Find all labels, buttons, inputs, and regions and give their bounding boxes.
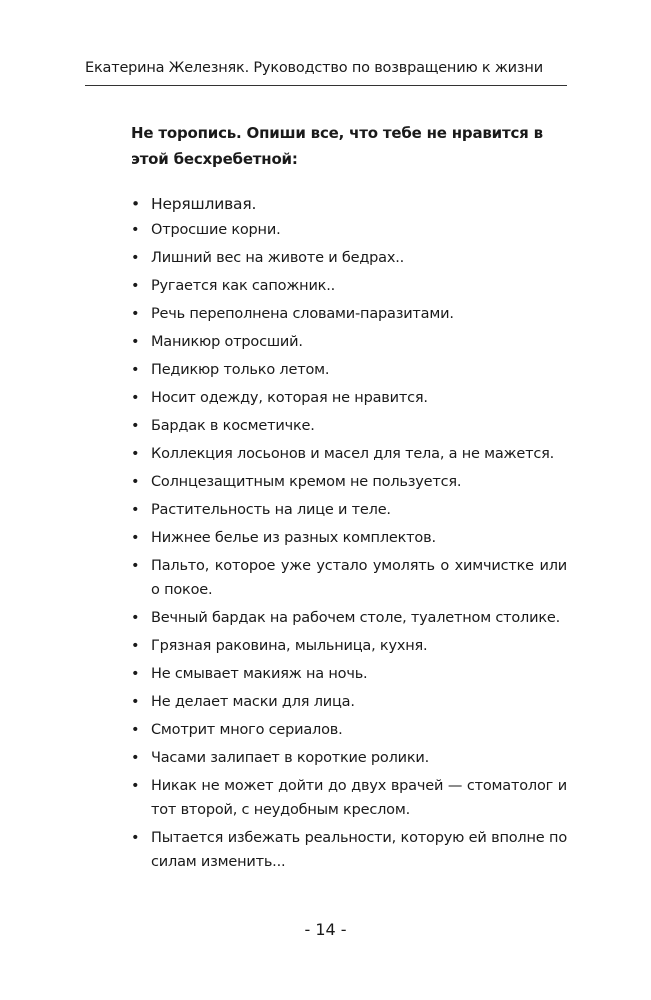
list-item: • Пытается избежать реальности, которую ей вполне по силам изменить... [131,826,567,874]
list-item: • Растительность на лице и теле. [131,498,567,522]
list-item: • Педикюр только летом. [131,358,567,382]
running-head: Екатерина Железняк. Руководство по возвращению к жизни [85,60,543,76]
dislike-list [131,192,567,874]
list-item: • Часами залипает в короткие ролики. [131,746,567,770]
list-item: • Лишний вес на животе и бедрах.. [131,246,567,270]
page-content [131,120,567,878]
list-item: • Ругается как сапожник.. [131,274,567,298]
list-item: • Солнцезащитным кремом не пользуется. [131,470,567,494]
list-item: • Вечный бардак на рабочем столе, туалетном столике. [131,606,567,630]
list-item: • Никак не может дойти до двух врачей — стоматолог и тот второй, с неудобным креслом. [131,774,567,822]
list-item: • Отросшие корни. [131,218,567,242]
list-item: • Грязная раковина, мыльница, кухня. [131,634,567,658]
list-item: • Носит одежду, которая не нравится. [131,386,567,410]
list-item: • Коллекция лосьонов и масел для тела, а не мажется. [131,442,567,466]
list-item: • Речь переполнена словами-паразитами. [131,302,567,326]
list-item: • Смотрит много сериалов. [131,718,567,742]
list-item: • Бардак в косметичке. [131,414,567,438]
list-item: • Пальто, которое уже устало умолять о химчистке или о покое. [131,554,567,602]
list-item: • Нижнее белье из разных комплектов. [131,526,567,550]
list-item: • Неряшливая. [131,192,567,216]
list-item: • Не смывает макияж на ночь. [131,662,567,686]
list-item: • Не делает маски для лица. [131,690,567,714]
prompt-heading: Не торопись. Опиши все, что тебе не нравится в этой бесхребетной: [131,124,543,168]
header-divider [85,85,567,86]
list-item: • Маникюр отросший. [131,330,567,354]
page-number: - 14 - [304,920,347,939]
